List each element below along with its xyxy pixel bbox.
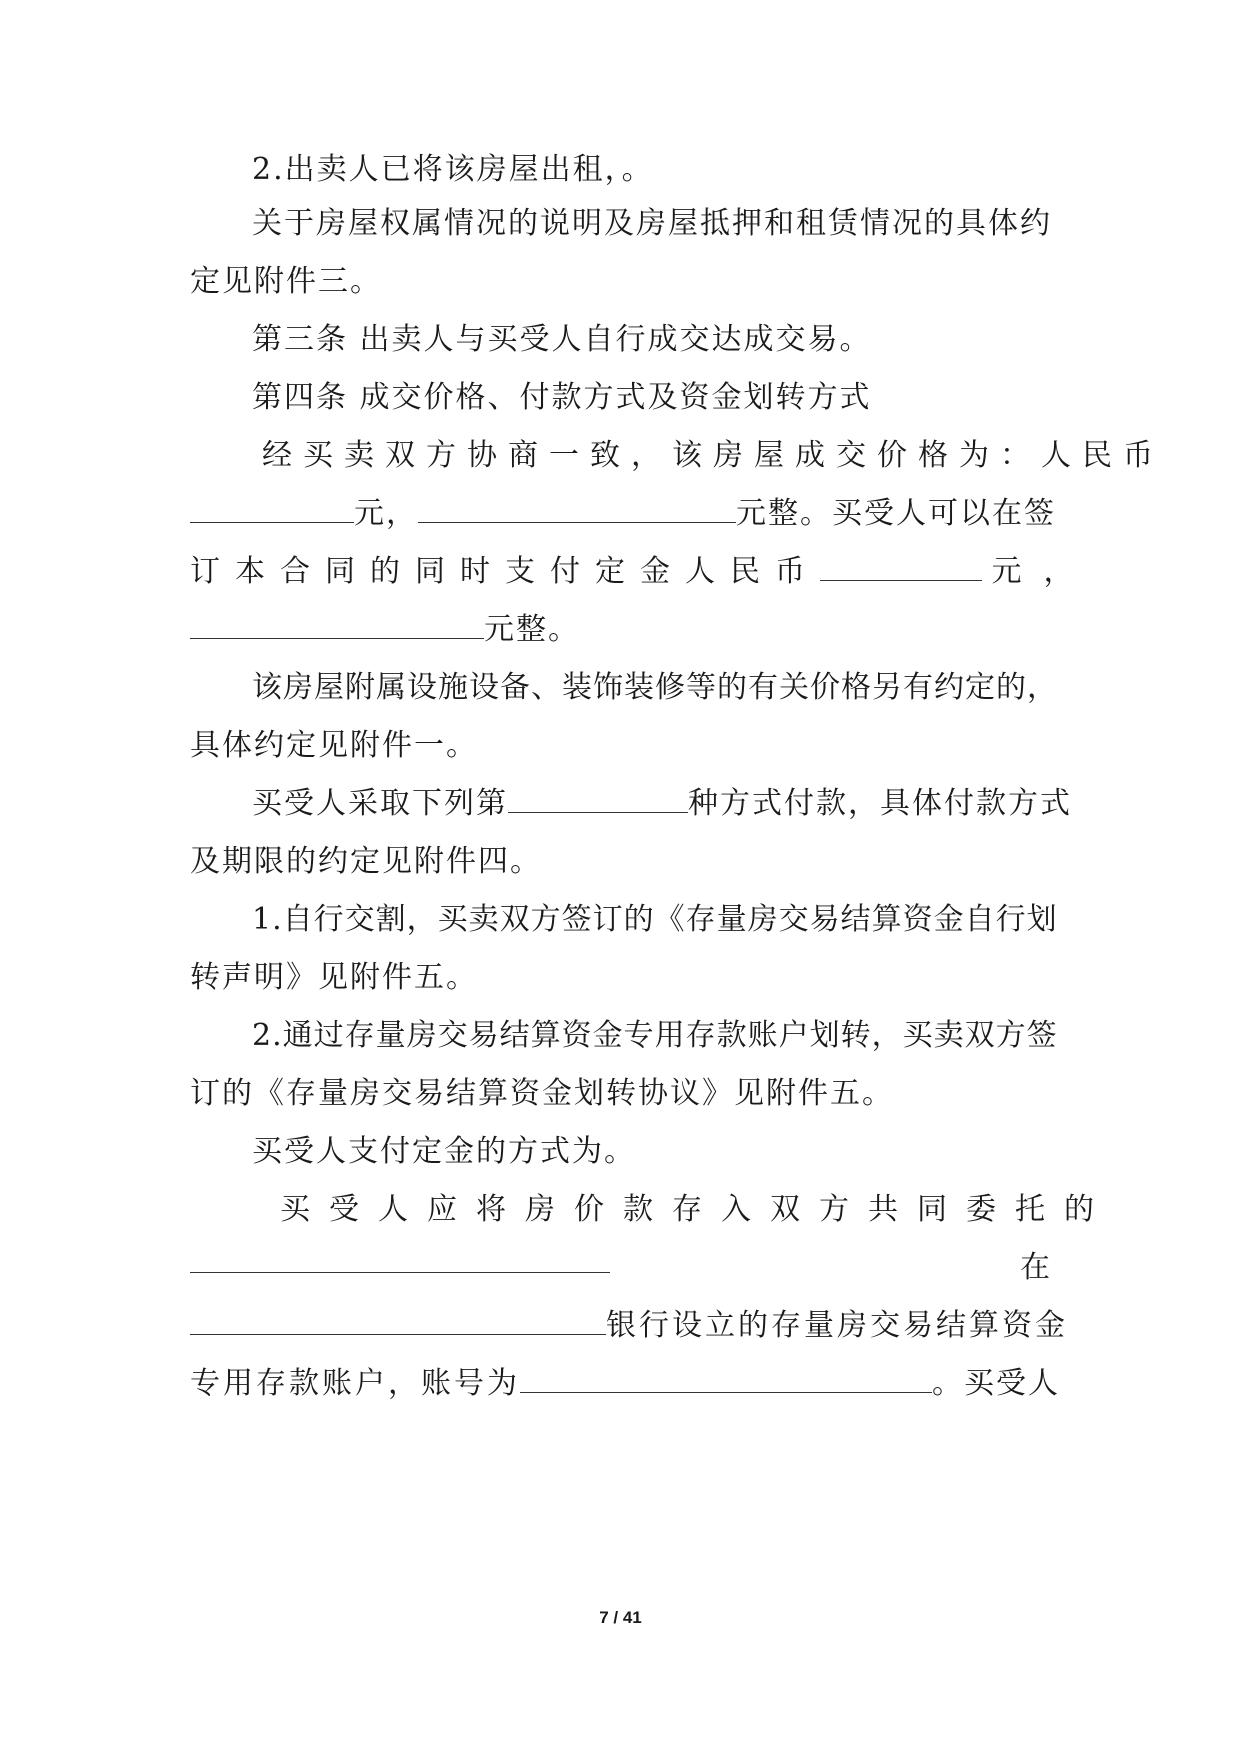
blank-field <box>190 1248 610 1273</box>
text: 及期限的约定见附件四。 <box>190 844 542 879</box>
text: 1.自行交割，买卖双方签订的《存量房交易结算资金自行划 <box>252 902 1058 937</box>
text-line <box>190 262 1050 302</box>
text-line <box>280 1190 1113 1230</box>
blank-field <box>190 498 354 523</box>
text-line <box>252 204 1050 244</box>
text: 关于房屋权属情况的说明及房屋抵押和租赁情况的具体约 <box>252 206 1052 241</box>
text-line <box>252 378 1050 418</box>
blank-field <box>418 498 736 523</box>
blank-field <box>508 788 688 813</box>
text-line <box>190 494 1056 534</box>
text: 第三条 出卖人与买受人自行成交达成交易。 <box>252 322 872 357</box>
blank-field <box>190 1310 606 1335</box>
text-line <box>252 900 1058 940</box>
text-line <box>190 1306 1068 1346</box>
text: 第四条 成交价格、付款方式及资金划转方式 <box>252 380 872 415</box>
text: 元， <box>354 496 418 531</box>
text: 订本合同的同时支付定金人民币 <box>190 554 820 589</box>
text-line <box>190 1074 1050 1114</box>
text-line <box>190 726 1050 766</box>
text: 元整。 <box>484 612 580 647</box>
text: 2.通过存量房交易结算资金专用存款账户划转，买卖双方签 <box>252 1018 1058 1053</box>
text-line <box>190 958 1050 998</box>
text: 定见附件三。 <box>190 264 382 299</box>
blank-field <box>820 556 982 581</box>
text: 在 <box>1020 1250 1050 1285</box>
text-line <box>262 436 1164 476</box>
blank-field <box>520 1368 932 1393</box>
text: 具体约定见附件一。 <box>190 728 478 763</box>
text: 元整。买受人可以在签 <box>736 496 1056 531</box>
text: 专用存款账户，账号为 <box>190 1366 520 1401</box>
text: 买受人应将房价款存入双方共同委托的 <box>280 1192 1113 1227</box>
text: 2.出卖人已将该房屋出租，。 <box>252 152 654 187</box>
text-line <box>190 842 1050 882</box>
text: 该房屋附属设施设备、装饰装修等的有关价格另有约定的， <box>252 670 1058 705</box>
text: 买受人采取下列第 <box>252 786 508 821</box>
text-line <box>252 1016 1058 1056</box>
text: 银行设立的存量房交易结算资金 <box>606 1308 1068 1343</box>
blank-field <box>190 614 484 639</box>
text-line <box>190 610 1050 650</box>
text-line <box>252 668 1058 708</box>
text-line <box>252 1132 1050 1172</box>
text-line <box>252 784 1072 824</box>
text: 转声明》见附件五。 <box>190 960 478 995</box>
text-line <box>190 1364 1060 1404</box>
text: 。买受人 <box>932 1366 1060 1401</box>
text-line <box>252 320 1050 360</box>
text-line <box>190 552 1096 592</box>
text-line <box>190 1248 1050 1288</box>
text-line <box>252 150 1050 190</box>
text: 买受人支付定金的方式为。 <box>252 1134 636 1169</box>
text: 元， <box>991 554 1096 589</box>
text: 订的《存量房交易结算资金划转协议》见附件五。 <box>190 1076 894 1111</box>
page-number: 7 / 41 <box>599 1608 642 1627</box>
text: 经买卖双方协商一致，该房屋成交价格为：人民币 <box>262 438 1164 473</box>
text: 种方式付款，具体付款方式 <box>688 786 1072 821</box>
